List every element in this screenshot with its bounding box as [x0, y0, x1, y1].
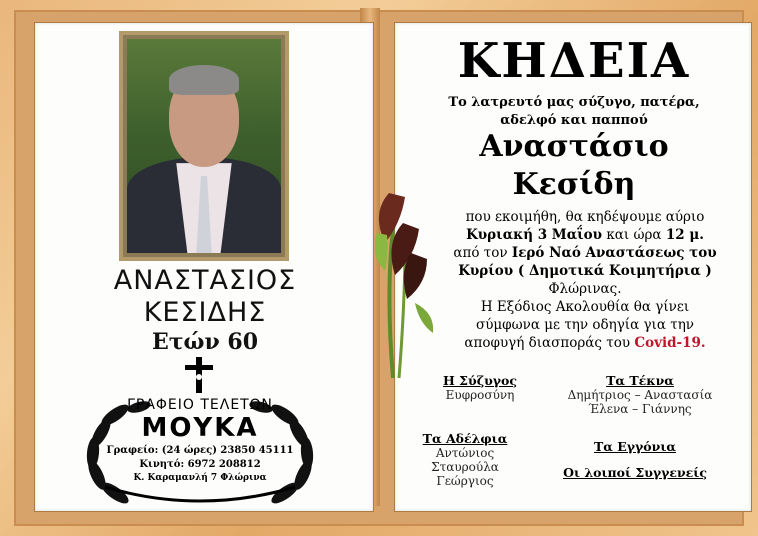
notice-text-1: που εκοιμήθη, θα κηδέψουμε αύριο [465, 209, 705, 225]
covid-label: Covid-19. [634, 335, 706, 351]
deceased-name-first: ΑΝΑΣΤΑΣΙΟΣ [113, 265, 297, 296]
portrait-photo [127, 39, 281, 253]
funeral-time-label: και ώρα [602, 227, 666, 243]
logo-mobile-phone: Κινητό: 6972 208812 [139, 459, 261, 470]
funeral-date: Κυριακή 3 Μαΐου [466, 227, 603, 243]
relatives-grandchildren [555, 439, 715, 454]
notice-title: ΚΗΔΕΙΑ [457, 33, 691, 89]
logo-line1: ΓΡΑΦΕΙΟ ΤΕΛΕΤΩΝ [127, 397, 273, 413]
intro-line-2: αδελφό και παππού [500, 113, 648, 128]
funeral-home-logo [75, 355, 325, 495]
spouse-heading: Η Σύζυγος [443, 373, 517, 388]
children-heading: Τα Τέκνα [606, 373, 674, 388]
siblings-line-3: Γεώργιος [436, 474, 494, 488]
logo-office-phone: Γραφείο: (24 ώρες) 23850 45111 [106, 445, 294, 456]
cross-icon [185, 357, 213, 393]
siblings-line-2: Σταυρούλα [431, 460, 499, 474]
children-line-1: Δημήτριος – Αναστασία [567, 388, 713, 402]
deceased-last-name: Κεσίδη [512, 167, 636, 202]
notice-text-2 [425, 227, 745, 243]
notice-text-7: σύμφωνα με την οδηγία για την [475, 317, 695, 333]
deceased-age: Ετών 60 [151, 329, 259, 355]
notice-text-3 [425, 245, 745, 261]
relatives-siblings [415, 431, 515, 488]
children-line-2: Έλενα – Γιάννης [588, 402, 692, 416]
spouse-name: Ευφροσύνη [445, 388, 515, 402]
right-page [394, 22, 752, 512]
grandchildren-heading: Τα Εγγόνια [594, 439, 676, 454]
logo-line2: ΜΟΥΚΑ [141, 413, 259, 443]
notice-text-5: Φλώρινας. [548, 281, 622, 297]
notice-text-6: Η Εξόδιος Ακολουθία θα γίνει [480, 299, 690, 315]
relatives-children [555, 373, 725, 416]
others-heading: Οι λοιποί Συγγενείς [563, 465, 707, 480]
deceased-first-name: Αναστάσιο [479, 129, 669, 164]
notice-text-4: Κυρίου ( Δημοτικά Κοιμητήρια ) [458, 263, 712, 279]
portrait-frame [119, 31, 289, 261]
deceased-name-last: ΚΕΣΙΔΗΣ [143, 297, 267, 328]
logo-address: Κ. Καραμανλή 7 Φλώρινα [133, 473, 267, 483]
church-name: Ιερό Ναό Αναστάσεως του [511, 245, 717, 261]
siblings-line-1: Αντώνιος [435, 446, 495, 460]
funeral-time: 12 μ. [665, 227, 704, 243]
intro-line-1: Το λατρευτό μας σύζυγο, πατέρα, [448, 95, 700, 110]
notice-text-8 [425, 335, 745, 351]
relatives-spouse [435, 373, 525, 402]
relatives-others [535, 465, 735, 480]
church-prefix: από τον [453, 245, 512, 261]
covid-prefix: αποφυγή διασποράς του [464, 335, 635, 351]
siblings-heading: Τα Αδέλφια [422, 431, 508, 446]
left-page [34, 22, 374, 512]
